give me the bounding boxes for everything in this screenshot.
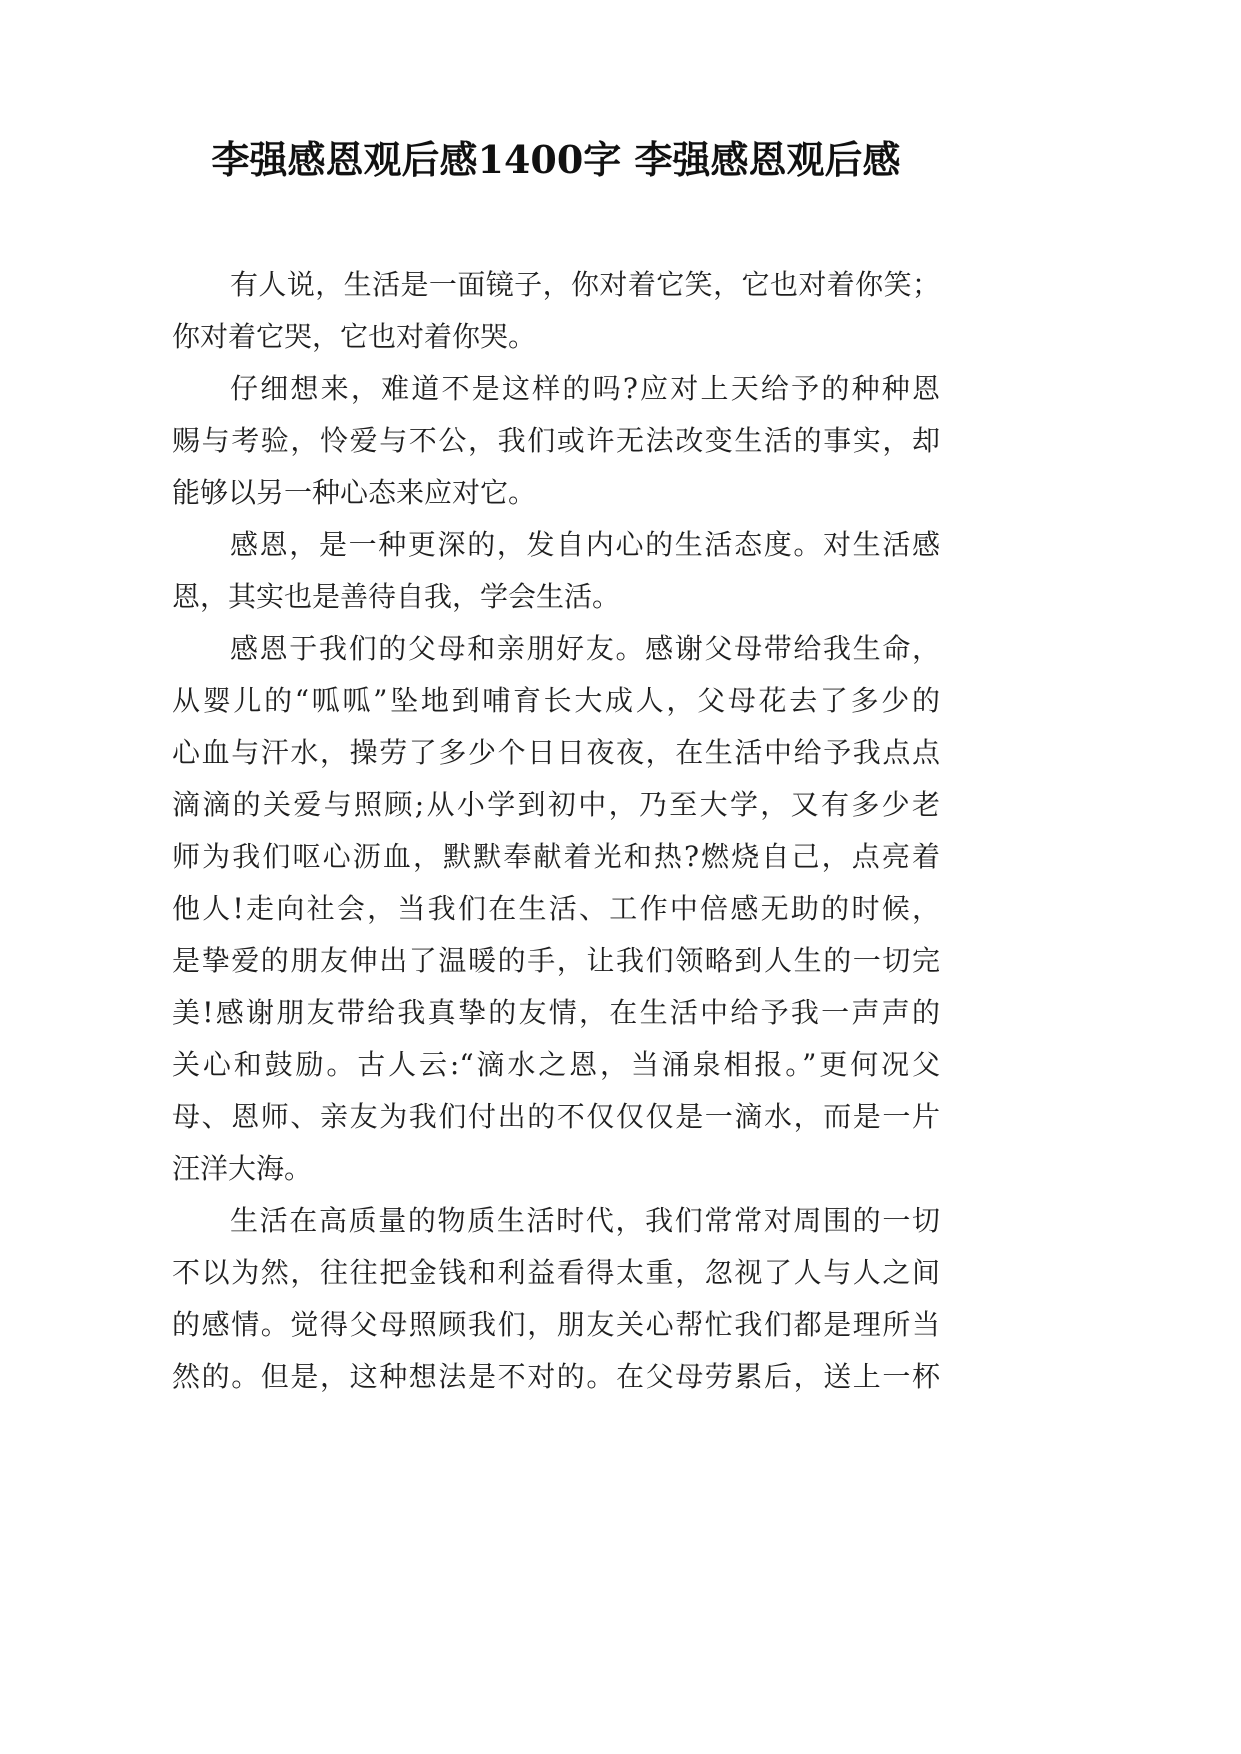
paragraph <box>172 623 940 1195</box>
paragraph-line: 有人说，生活是一面镜子，你对着它笑，它也对着你笑； <box>230 268 940 301</box>
paragraph-line: 恩，其实也是善待自我，学会生活。 <box>172 580 621 613</box>
paragraph-line: 是挚爱的朋友伸出了温暖的手，让我们领略到人生的一切完 <box>172 944 940 977</box>
paragraph-line: 你对着它哭，它也对着你哭。 <box>172 320 537 353</box>
paragraph <box>172 1195 940 1403</box>
paragraph-line: 他人!走向社会，当我们在生活、工作中倍感无助的时候， <box>172 892 940 925</box>
paragraph-line: 汪洋大海。 <box>172 1152 313 1185</box>
paragraph-line: 能够以另一种心态来应对它。 <box>172 476 537 509</box>
paragraph-line: 感恩，是一种更深的，发自内心的生活态度。对生活感 <box>230 528 940 561</box>
paragraph-line: 仔细想来，难道不是这样的吗?应对上天给予的种种恩 <box>230 372 940 405</box>
paragraph-line: 滴滴的关爱与照顾;从小学到初中，乃至大学，又有多少老 <box>172 788 940 821</box>
paragraph-line: 母、恩师、亲友为我们付出的不仅仅仅是一滴水，而是一片 <box>172 1100 940 1133</box>
document-title: 李强感恩观后感1400字 李强感恩观后感 <box>211 137 901 182</box>
paragraph <box>172 519 940 623</box>
paragraph-line: 心血与汗水，操劳了多少个日日夜夜，在生活中给予我点点 <box>172 736 940 769</box>
paragraph-line: 不以为然，往往把金钱和利益看得太重，忽视了人与人之间 <box>172 1256 940 1289</box>
paragraph-line: 生活在高质量的物质生活时代，我们常常对周围的一切 <box>230 1204 940 1237</box>
paragraph <box>172 259 940 363</box>
paragraph-line: 然的。但是，这种想法是不对的。在父母劳累后，送上一杯 <box>172 1360 940 1393</box>
document-body <box>172 259 940 1403</box>
paragraph-line: 赐与考验，怜爱与不公，我们或许无法改变生活的事实，却 <box>172 424 940 457</box>
paragraph <box>172 363 940 519</box>
paragraph-line: 美!感谢朋友带给我真挚的友情，在生活中给予我一声声的 <box>172 996 940 1029</box>
paragraph-line: 关心和鼓励。古人云:“滴水之恩，当涌泉相报。”更何况父 <box>172 1048 940 1081</box>
paragraph-line: 的感情。觉得父母照顾我们，朋友关心帮忙我们都是理所当 <box>172 1308 940 1341</box>
paragraph-line: 从婴儿的“呱呱”坠地到哺育长大成人，父母花去了多少的 <box>172 684 940 717</box>
paragraph-line: 感恩于我们的父母和亲朋好友。感谢父母带给我生命， <box>230 632 940 665</box>
paragraph-line: 师为我们呕心沥血，默默奉献着光和热?燃烧自己，点亮着 <box>172 840 940 873</box>
